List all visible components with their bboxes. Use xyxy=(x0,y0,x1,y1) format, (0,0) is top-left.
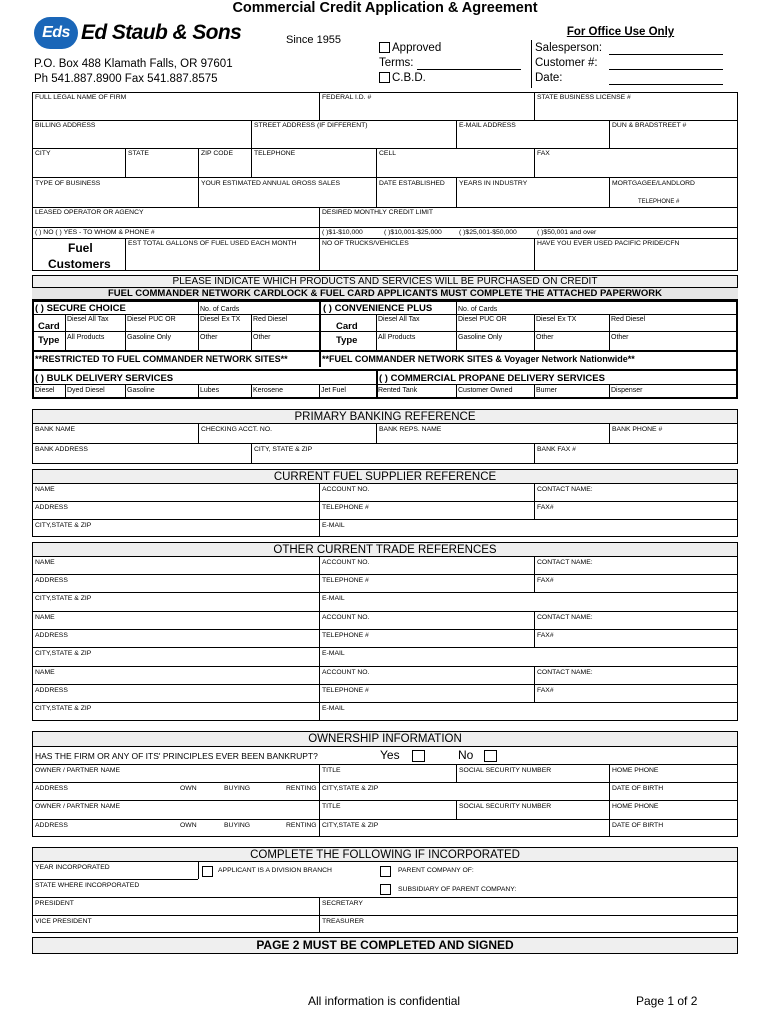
trade-ref-3-address[interactable]: ADDRESS xyxy=(35,687,68,694)
fuel-supplier-section xyxy=(32,483,738,537)
fuel-ref-csz[interactable]: CITY,STATE & ZIP xyxy=(35,522,92,529)
trade-ref-1-fax[interactable]: FAX# xyxy=(537,577,554,584)
voyager-notice: **FUEL COMMANDER NETWORK SITES & Voyager Network Nationwide** xyxy=(322,354,635,364)
trade-ref-3-account[interactable]: ACCOUNT NO. xyxy=(322,669,370,676)
owner-2-home-phone[interactable]: HOME PHONE xyxy=(612,803,659,810)
trade-ref-1-contact[interactable]: CONTACT NAME: xyxy=(537,559,593,566)
city-field[interactable]: CITY xyxy=(35,150,51,157)
fuel-ref-address[interactable]: ADDRESS xyxy=(35,504,68,511)
email-address-field[interactable]: E-MAIL ADDRESS xyxy=(459,122,516,129)
fuel-ref-account[interactable]: ACCOUNT NO. xyxy=(322,486,370,493)
cbd-checkbox[interactable] xyxy=(379,72,390,83)
conv-diesel-ex-tx[interactable]: Diesel Ex TX xyxy=(536,316,577,323)
bulk-jet-fuel[interactable]: Jet Fuel xyxy=(321,387,346,394)
trade-ref-2-account[interactable]: ACCOUNT NO. xyxy=(322,614,370,621)
gallons-per-month-field[interactable]: EST TOTAL GALLONS OF FUEL USED EACH MONTH xyxy=(128,240,297,247)
fuel-ref-telephone[interactable]: TELEPHONE # xyxy=(322,504,369,511)
ownership-header: OWNERSHIP INFORMATION xyxy=(32,731,738,747)
trade-references-header: OTHER CURRENT TRADE REFERENCES xyxy=(32,542,738,557)
trade-references-section xyxy=(32,556,738,721)
fuel-label: Fuel xyxy=(68,241,93,255)
telephone-field[interactable]: TELEPHONE xyxy=(254,150,296,157)
products-header: PLEASE INDICATE WHICH PRODUCTS AND SERVICES WILL BE PURCHASED ON CREDIT xyxy=(32,275,738,288)
salesperson-label: Salesperson: xyxy=(535,42,603,54)
trucks-vehicles-field[interactable]: NO OF TRUCKS/VEHICLES xyxy=(322,240,409,247)
secure-card-label: Card xyxy=(38,321,60,332)
convenience-type-label: Type xyxy=(336,335,358,346)
owner-1-name[interactable]: OWNER / PARTNER NAME xyxy=(35,767,121,774)
credit-option-1[interactable]: ( )$1-$10,000 xyxy=(322,229,363,236)
trade-ref-1-account[interactable]: ACCOUNT NO. xyxy=(322,559,370,566)
state-incorporated-field[interactable]: STATE WHERE INCORPORATED xyxy=(35,882,140,889)
terms-field[interactable] xyxy=(417,69,521,70)
owner-1-csz[interactable]: CITY,STATE & ZIP xyxy=(322,785,379,792)
conv-other-2[interactable]: Other xyxy=(611,334,629,341)
president-field[interactable]: PRESIDENT xyxy=(35,900,74,907)
bulk-dyed-diesel[interactable]: Dyed Diesel xyxy=(67,387,105,394)
leased-operator-field[interactable]: LEASED OPERATOR OR AGENCY xyxy=(35,209,144,216)
bulk-diesel[interactable]: Diesel xyxy=(35,387,55,394)
leased-no-yes-option[interactable]: ( ) NO ( ) YES - TO WHOM & PHONE # xyxy=(35,229,155,236)
trade-ref-2-name[interactable]: NAME xyxy=(35,614,55,621)
trade-ref-2-email[interactable]: E-MAIL xyxy=(322,650,345,657)
date-label: Date: xyxy=(535,72,563,84)
conv-gasoline-only[interactable]: Gasoline Only xyxy=(458,334,502,341)
division-branch-checkbox[interactable] xyxy=(202,866,213,877)
date-established-field[interactable]: DATE ESTABLISHED xyxy=(379,180,445,187)
salesperson-field[interactable] xyxy=(609,54,723,55)
treasurer-field[interactable]: TREASURER xyxy=(322,918,364,925)
propane-rented-tank[interactable]: Rented Tank xyxy=(378,387,418,394)
propane-delivery-option[interactable]: ( ) COMMERCIAL PROPANE DELIVERY SERVICES xyxy=(379,373,605,384)
owner-2-name[interactable]: OWNER / PARTNER NAME xyxy=(35,803,121,810)
company-name: Ed Staub & Sons xyxy=(81,21,242,44)
office-date-field[interactable] xyxy=(609,84,723,85)
conv-other-1[interactable]: Other xyxy=(536,334,554,341)
owner-1-own[interactable]: OWN xyxy=(180,785,197,792)
fuel-ref-name[interactable]: NAME xyxy=(35,486,55,493)
credit-option-3[interactable]: ( )$25,001-$50,000 xyxy=(459,229,517,236)
conv-all-products[interactable]: All Products xyxy=(378,334,416,341)
secure-num-cards-label: No. of Cards xyxy=(200,306,240,313)
subsidiary-label: SUBSIDIARY OF PARENT COMPANY: xyxy=(398,886,517,893)
credit-option-4[interactable]: ( )$50,001 and over xyxy=(537,229,597,236)
trade-ref-1-email[interactable]: E-MAIL xyxy=(322,595,345,602)
conv-red-diesel[interactable]: Red Diesel xyxy=(611,316,646,323)
owner-2-title[interactable]: TITLE xyxy=(322,803,341,810)
trade-ref-1-csz[interactable]: CITY,STATE & ZIP xyxy=(35,595,92,602)
business-type-field[interactable]: TYPE OF BUSINESS xyxy=(35,180,101,187)
page-2-notice: PAGE 2 MUST BE COMPLETED AND SIGNED xyxy=(32,937,738,954)
mortgagee-telephone-label: TELEPHONE # xyxy=(638,199,680,205)
dun-bradstreet-field[interactable]: DUN & BRADSTREET # xyxy=(612,122,687,129)
secure-other-2[interactable]: Other xyxy=(253,334,271,341)
pacific-pride-field[interactable]: HAVE YOU EVER USED PACIFIC PRIDE/CFN xyxy=(537,240,680,247)
year-incorporated-field[interactable]: YEAR INCORPORATED xyxy=(35,864,110,871)
vice-president-field[interactable]: VICE PRESIDENT xyxy=(35,918,92,925)
fuel-supplier-header: CURRENT FUEL SUPPLIER REFERENCE xyxy=(32,469,738,484)
bankrupt-yes-checkbox[interactable] xyxy=(412,750,425,762)
zip-code-field[interactable]: ZIP CODE xyxy=(201,150,233,157)
form-title: Commercial Credit Application & Agreement xyxy=(232,0,538,16)
owner-1-ssn[interactable]: SOCIAL SECURITY NUMBER xyxy=(459,767,552,774)
bank-csz-field[interactable]: CITY, STATE & ZIP xyxy=(254,446,313,453)
fuel-ref-contact[interactable]: CONTACT NAME: xyxy=(537,486,593,493)
fuel-ref-fax[interactable]: FAX# xyxy=(537,504,554,511)
state-license-field[interactable]: STATE BUSINESS LICENSE # xyxy=(537,94,631,101)
owner-2-ssn[interactable]: SOCIAL SECURITY NUMBER xyxy=(459,803,552,810)
bank-phone-field[interactable]: BANK PHONE # xyxy=(612,426,663,433)
bankrupt-no-checkbox[interactable] xyxy=(484,750,497,762)
conv-diesel-all-tax[interactable]: Diesel All Tax xyxy=(378,316,420,323)
mortgagee-field[interactable]: MORTGAGEE/LANDLORD xyxy=(612,180,695,187)
bank-reps-field[interactable]: BANK REPS. NAME xyxy=(379,426,442,433)
secure-type-label: Type xyxy=(38,335,60,346)
secure-choice-option[interactable]: ( ) SECURE CHOICE xyxy=(35,303,126,314)
trade-ref-3-fax[interactable]: FAX# xyxy=(537,687,554,694)
trade-ref-2-contact[interactable]: CONTACT NAME: xyxy=(537,614,593,621)
state-field[interactable]: STATE xyxy=(128,150,149,157)
gross-sales-field[interactable]: YOUR ESTIMATED ANNUAL GROSS SALES xyxy=(201,180,340,187)
parent-company-label: PARENT COMPANY OF: xyxy=(398,867,474,874)
company-address: P.O. Box 488 Klamath Falls, OR 97601 xyxy=(34,58,233,70)
restricted-notice: **RESTRICTED TO FUEL COMMANDER NETWORK SITES** xyxy=(35,354,288,364)
trade-ref-2-telephone[interactable]: TELEPHONE # xyxy=(322,632,369,639)
cbd-option[interactable] xyxy=(379,72,426,84)
eds-logo-badge: Eds xyxy=(34,17,78,49)
banking-header: PRIMARY BANKING REFERENCE xyxy=(32,409,738,424)
since-year: Since 1955 xyxy=(286,34,342,46)
propane-burner[interactable]: Burner xyxy=(536,387,558,394)
trade-ref-1-telephone[interactable]: TELEPHONE # xyxy=(322,577,369,584)
page-number: Page 1 of 2 xyxy=(636,994,698,1008)
trade-ref-1-name[interactable]: NAME xyxy=(35,559,55,566)
owner-2-renting[interactable]: RENTING xyxy=(286,822,317,829)
bulk-lubes[interactable]: Lubes xyxy=(200,387,220,394)
company-logo xyxy=(34,18,241,48)
trade-ref-3-telephone[interactable]: TELEPHONE # xyxy=(322,687,369,694)
trade-ref-3-contact[interactable]: CONTACT NAME: xyxy=(537,669,593,676)
billing-address-field[interactable]: BILLING ADDRESS xyxy=(35,122,96,129)
secure-gasoline-only[interactable]: Gasoline Only xyxy=(127,334,171,341)
subsidiary-checkbox[interactable] xyxy=(380,884,391,895)
owner-1-address[interactable]: ADDRESS xyxy=(35,785,68,792)
bulk-gasoline[interactable]: Gasoline xyxy=(127,387,155,394)
legal-name-field[interactable]: FULL LEGAL NAME OF FIRM xyxy=(35,94,127,101)
approved-label: Approved xyxy=(392,42,442,54)
cell-field[interactable]: CELL xyxy=(379,150,397,157)
fax-field[interactable]: FAX xyxy=(537,150,550,157)
secure-red-diesel[interactable]: Red Diesel xyxy=(253,316,288,323)
owner-1-title[interactable]: TITLE xyxy=(322,767,341,774)
approved-checkbox[interactable] xyxy=(379,42,390,53)
secure-all-products[interactable]: All Products xyxy=(67,334,105,341)
convenience-card-label: Card xyxy=(336,321,358,332)
owner-1-renting[interactable]: RENTING xyxy=(286,785,317,792)
secure-diesel-all-tax[interactable]: Diesel All Tax xyxy=(67,316,109,323)
propane-customer-owned[interactable]: Customer Owned xyxy=(458,387,513,394)
bulk-delivery-option[interactable]: ( ) BULK DELIVERY SERVICES xyxy=(35,373,174,384)
credit-application-form xyxy=(32,0,738,1024)
company-phone: Ph 541.887.8900 Fax 541.887.8575 xyxy=(34,73,218,85)
customers-label: Customers xyxy=(48,257,111,271)
customer-number-field[interactable] xyxy=(609,69,723,70)
secretary-field[interactable]: SECRETARY xyxy=(322,900,363,907)
convenience-plus-option[interactable]: ( ) CONVENIENCE PLUS xyxy=(323,303,433,314)
fuel-commander-notice: FUEL COMMANDER NETWORK CARDLOCK & FUEL CARD APPLICANTS MUST COMPLETE THE ATTACHED PAPERWORK xyxy=(32,287,738,300)
trade-ref-3-name[interactable]: NAME xyxy=(35,669,55,676)
trade-ref-3-csz[interactable]: CITY,STATE & ZIP xyxy=(35,705,92,712)
trade-ref-2-address[interactable]: ADDRESS xyxy=(35,632,68,639)
owner-2-own[interactable]: OWN xyxy=(180,822,197,829)
bankrupt-no-label: No xyxy=(458,748,474,762)
bank-name-field[interactable]: BANK NAME xyxy=(35,426,76,433)
approved-option[interactable] xyxy=(379,42,441,54)
checking-account-field[interactable]: CHECKING ACCT. NO. xyxy=(201,426,272,433)
bankrupt-yes-label: Yes xyxy=(380,748,400,762)
parent-company-checkbox[interactable] xyxy=(380,866,391,877)
trade-ref-2-csz[interactable]: CITY,STATE & ZIP xyxy=(35,650,92,657)
federal-id-field[interactable]: FEDERAL I.D. # xyxy=(322,94,372,101)
owner-1-dob[interactable]: DATE OF BIRTH xyxy=(612,785,664,792)
cbd-label: C.B.D. xyxy=(392,72,426,84)
bulk-kerosene[interactable]: Kerosene xyxy=(253,387,283,394)
office-use-header: For Office Use Only xyxy=(566,26,675,38)
owner-2-buying[interactable]: BUYING xyxy=(224,822,251,829)
office-use-box xyxy=(377,26,738,88)
confidential-notice: All information is confidential xyxy=(308,994,461,1008)
terms-label: Terms: xyxy=(379,57,414,69)
secure-other-1[interactable]: Other xyxy=(200,334,218,341)
bank-fax-field[interactable]: BANK FAX # xyxy=(537,446,576,453)
trade-ref-2-fax[interactable]: FAX# xyxy=(537,632,554,639)
secure-diesel-puc[interactable]: Diesel PUC OR xyxy=(127,316,176,323)
trade-ref-1-address[interactable]: ADDRESS xyxy=(35,577,68,584)
secure-diesel-ex-tx[interactable]: Diesel Ex TX xyxy=(200,316,241,323)
bank-address-field[interactable]: BANK ADDRESS xyxy=(35,446,88,453)
owner-1-buying[interactable]: BUYING xyxy=(224,785,251,792)
years-in-industry-field[interactable]: YEARS IN INDUSTRY xyxy=(459,180,528,187)
incorporated-header: COMPLETE THE FOLLOWING IF INCORPORATED xyxy=(32,847,738,862)
fuel-ref-email[interactable]: E-MAIL xyxy=(322,522,345,529)
propane-dispenser[interactable]: Dispenser xyxy=(611,387,643,394)
credit-option-2[interactable]: ( )$10,001-$25,000 xyxy=(384,229,442,236)
customer-number-label: Customer #: xyxy=(535,57,598,69)
owner-1-home-phone[interactable]: HOME PHONE xyxy=(612,767,659,774)
owner-2-csz[interactable]: CITY,STATE & ZIP xyxy=(322,822,379,829)
conv-diesel-puc[interactable]: Diesel PUC OR xyxy=(458,316,507,323)
owner-2-address[interactable]: ADDRESS xyxy=(35,822,68,829)
owner-2-dob[interactable]: DATE OF BIRTH xyxy=(612,822,664,829)
street-address-field[interactable]: STREET ADDRESS (IF DIFFERENT) xyxy=(254,122,368,129)
bankrupt-question: HAS THE FIRM OR ANY OF ITS' PRINCIPLES EVER BEEN BANKRUPT? xyxy=(35,751,318,761)
division-branch-label: APPLICANT IS A DIVISION BRANCH xyxy=(218,867,332,874)
convenience-num-cards-label: No. of Cards xyxy=(458,306,498,313)
desired-credit-limit-field[interactable]: DESIRED MONTHLY CREDIT LIMIT xyxy=(322,209,434,216)
trade-ref-3-email[interactable]: E-MAIL xyxy=(322,705,345,712)
